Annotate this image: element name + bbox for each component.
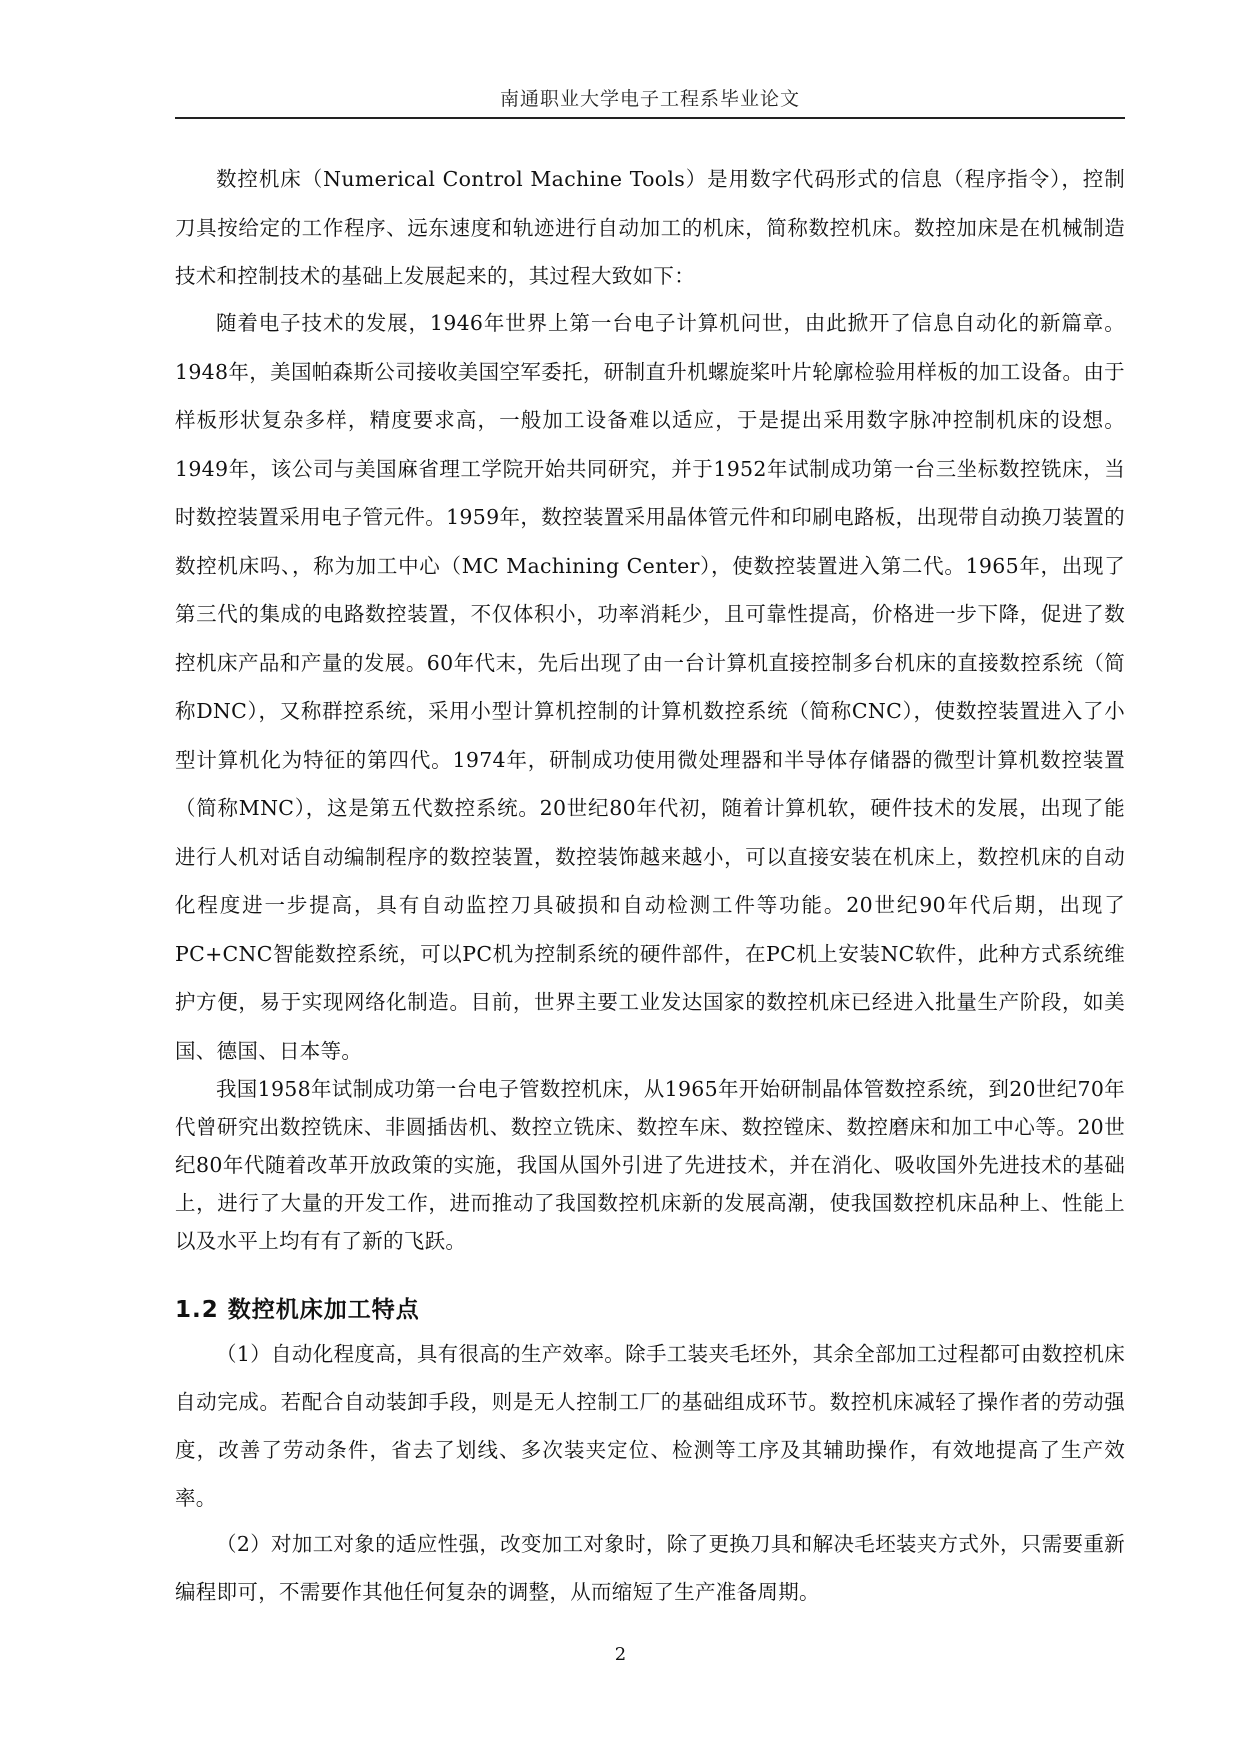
paragraph-history: 随着电子技术的发展，1946年世界上第一台电子计算机问世，由此掀开了信息自动化的新篇章。1948年，美国帕森斯公司接收美国空军委托，研制直升机螺旋桨叶片轮廓检验用样板的加工设备。由于样板形状复杂多样，精度要求高，一般加工设备难以适应，于是提出采用数字脉冲控制机床的设想。1949年，该公司与美国麻省理工学院开始共同研究，并于1952年试制成功第一台三坐标数控铣床，当时数控装置采用电子管元件。1959年，数控装置采用晶体管元件和印刷电路板，出现带自动换刀装置的数控机床吗、，称为加工中心（MC Machining Center），使数控装置进入第二代。1965年，出现了第三代的集成的电路数控装置，不仅体积小，功率消耗少，且可靠性提高，价格进一步下降，促进了数控机床产品和产量的发展。60年代末，先后出现了由一台计算机直接控制多台机床的直接数控系统（简称DNC），又称群控系统，采用小型计算机控制的计算机数控系统（简称CNC），使数控装置进入了小型计算机化为特征的第四代。1974年，研制成功使用微处理器和半导体存储器的微型计算机数控装置（简称MNC），这是第五代数控系统。20世纪80年代初，随着计算机软，硬件技术的发展，出现了能进行人机对话自动编制程序的数控装置，数控装饰越来越小，可以直接安装在机床上，数控机床的自动化程度进一步提高，具有自动监控刀具破损和自动检测工件等功能。20世纪90年代后期，出现了PC+CNC智能数控系统，可以PC机为控制系统的硬件部件，在PC机上安装NC软件，此种方式系统维护方便，易于实现网络化制造。目前，世界主要工业发达国家的数控机床已经进入批量生产阶段，如美国、德国、日本等。 xyxy=(175,311,1125,1063)
page-number: 2 xyxy=(614,1644,627,1665)
section-item-2: （2）对加工对象的适应性强，改变加工对象时，除了更换刀具和解决毛坯装夹方式外，只需要重新编程即可，不需要作其他任何复杂的调整，从而缩短了生产准备周期。 xyxy=(175,1532,1125,1604)
page-header: 南通职业大学电子工程系毕业论文 xyxy=(499,88,800,110)
section-item-1: （1）自动化程度高，具有很高的生产效率。除手工装夹毛坯外，其余全部加工过程都可由数控机床自动完成。若配合自动装卸手段，则是无人控制工厂的基础组成环节。数控机床减轻了操作者的劳动强度，改善了劳动条件，省去了划线、多次装夹定位、检测等工序及其辅助操作，有效地提高了生产效率。 xyxy=(175,1342,1125,1510)
header-rule xyxy=(175,117,1125,119)
section-heading: 1.2 数控机床加工特点 xyxy=(175,1297,420,1323)
paragraph-china: 我国1958年试制成功第一台电子管数控机床，从1965年开始研制晶体管数控系统，到20世纪70年代曾研究出数控铣床、非圆插齿机、数控立铣床、数控车床、数控镗床、数控磨床和加工中心等。20世纪80年代随着改革开放政策的实施，我国从国外引进了先进技术，并在消化、吸收国外先进技术的基础上，进行了大量的开发工作，进而推动了我国数控机床新的发展高潮，使我国数控机床品种上、性能上以及水平上均有有了新的飞跃。 xyxy=(175,1077,1125,1253)
paragraph-intro: 数控机床（Numerical Control Machine Tools）是用数字代码形式的信息（程序指令），控制刀具按给定的工作程序、远东速度和轨迹进行自动加工的机床，简称数控机床。数控加床是在机械制造技术和控制技术的基础上发展起来的，其过程大致如下： xyxy=(175,167,1125,288)
